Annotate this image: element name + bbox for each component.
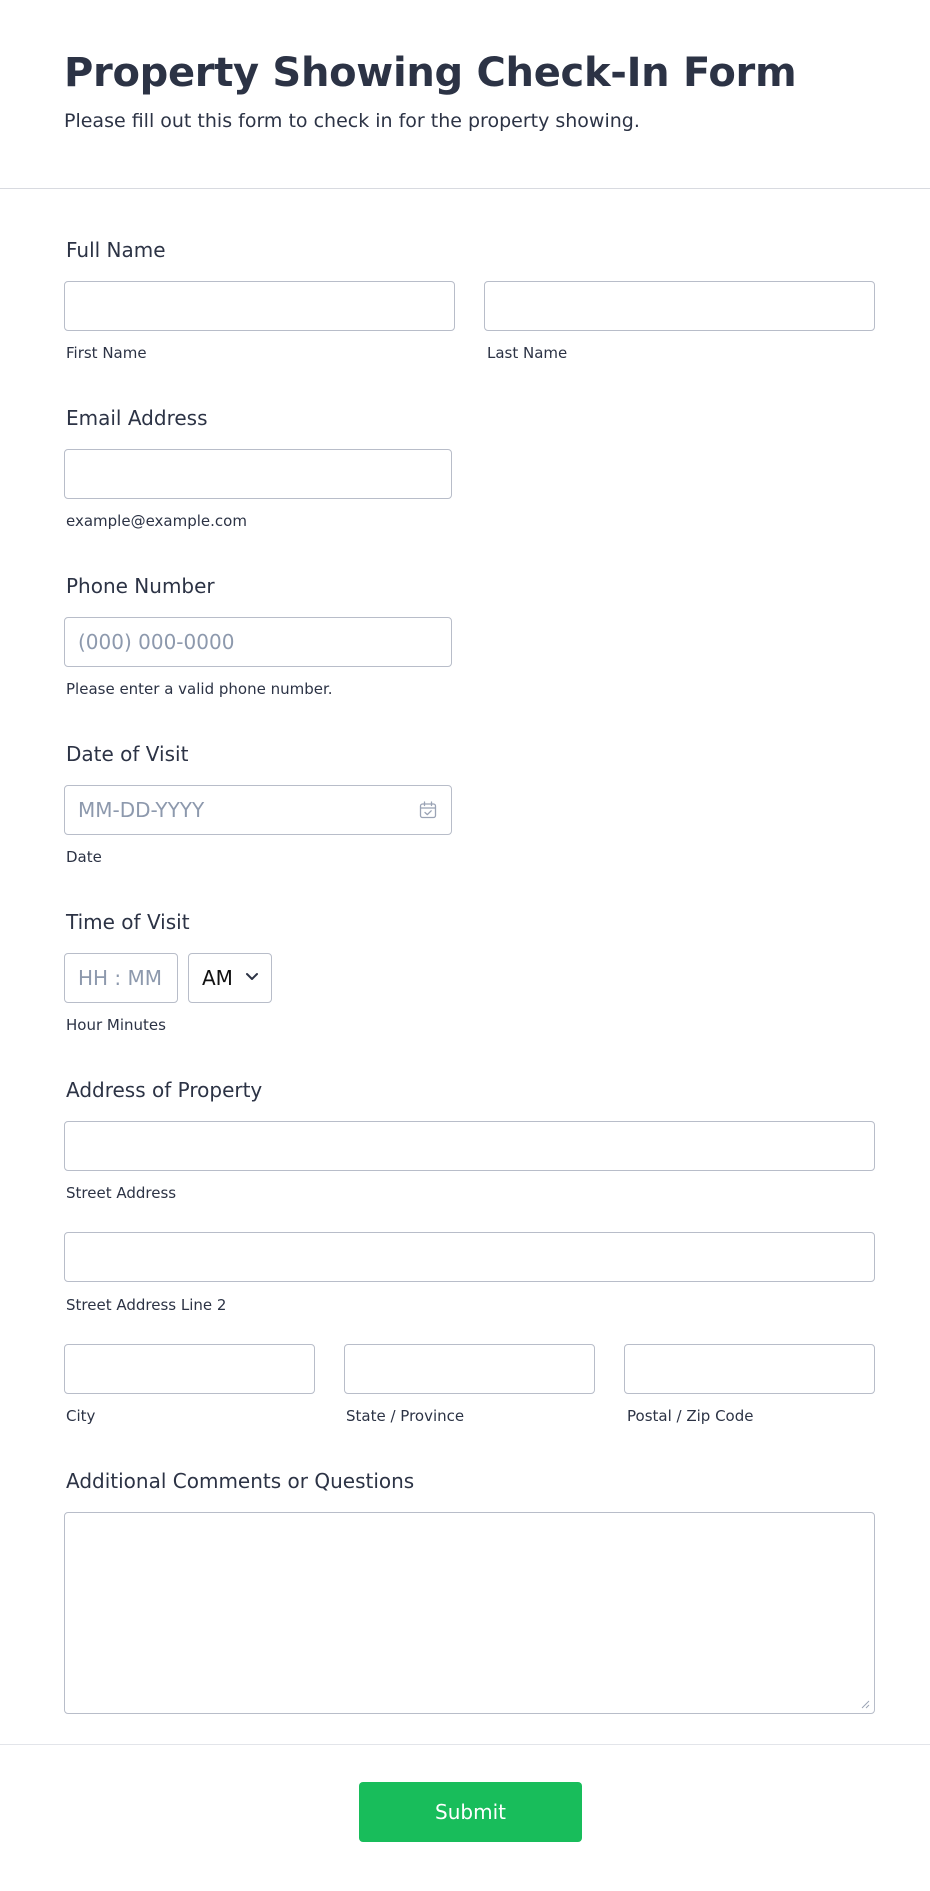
city-input[interactable] [64, 1344, 315, 1394]
date-input[interactable] [64, 785, 452, 835]
form-subtitle: Please fill out this form to check in for the property showing. [64, 110, 640, 132]
first-name-sublabel: First Name [66, 344, 147, 362]
email-sublabel: example@example.com [66, 512, 247, 530]
street-address-line2-sublabel: Street Address Line 2 [66, 1296, 227, 1314]
calendar-icon[interactable] [419, 801, 437, 819]
time-input[interactable] [64, 953, 178, 1003]
phone-placeholder: (000) 000-0000 [78, 630, 235, 654]
phone-sublabel: Please enter a valid phone number. [66, 680, 333, 698]
zip-sublabel: Postal / Zip Code [627, 1407, 754, 1425]
comments-textarea[interactable] [64, 1512, 875, 1714]
form-header [0, 0, 930, 189]
state-sublabel: State / Province [346, 1407, 465, 1425]
resize-handle-icon[interactable] [860, 1699, 870, 1709]
footer-divider [0, 1744, 930, 1745]
time-placeholder: HH : MM [78, 966, 163, 990]
street-address-input[interactable] [64, 1121, 875, 1171]
time-label: Time of Visit [66, 910, 190, 934]
full-name-label: Full Name [66, 238, 166, 262]
state-input[interactable] [344, 1344, 595, 1394]
last-name-sublabel: Last Name [487, 344, 568, 362]
email-label: Email Address [66, 406, 208, 430]
last-name-input[interactable] [484, 281, 875, 331]
address-label: Address of Property [66, 1078, 263, 1102]
phone-input[interactable] [64, 617, 452, 667]
date-placeholder: MM-DD-YYYY [78, 798, 205, 822]
ampm-value: AM [202, 966, 233, 990]
phone-label: Phone Number [66, 574, 215, 598]
ampm-select[interactable] [188, 953, 272, 1003]
email-input[interactable] [64, 449, 452, 499]
date-label: Date of Visit [66, 742, 189, 766]
date-sublabel: Date [66, 848, 102, 866]
submit-button[interactable]: Submit [359, 1782, 582, 1842]
time-sublabel: Hour Minutes [66, 1016, 166, 1034]
comments-label: Additional Comments or Questions [66, 1469, 415, 1493]
city-sublabel: City [66, 1407, 96, 1425]
street-address-sublabel: Street Address [66, 1184, 177, 1202]
form-title: Property Showing Check-In Form [64, 50, 797, 96]
chevron-down-icon [245, 972, 259, 982]
street-address-line2-input[interactable] [64, 1232, 875, 1282]
first-name-input[interactable] [64, 281, 455, 331]
zip-input[interactable] [624, 1344, 875, 1394]
